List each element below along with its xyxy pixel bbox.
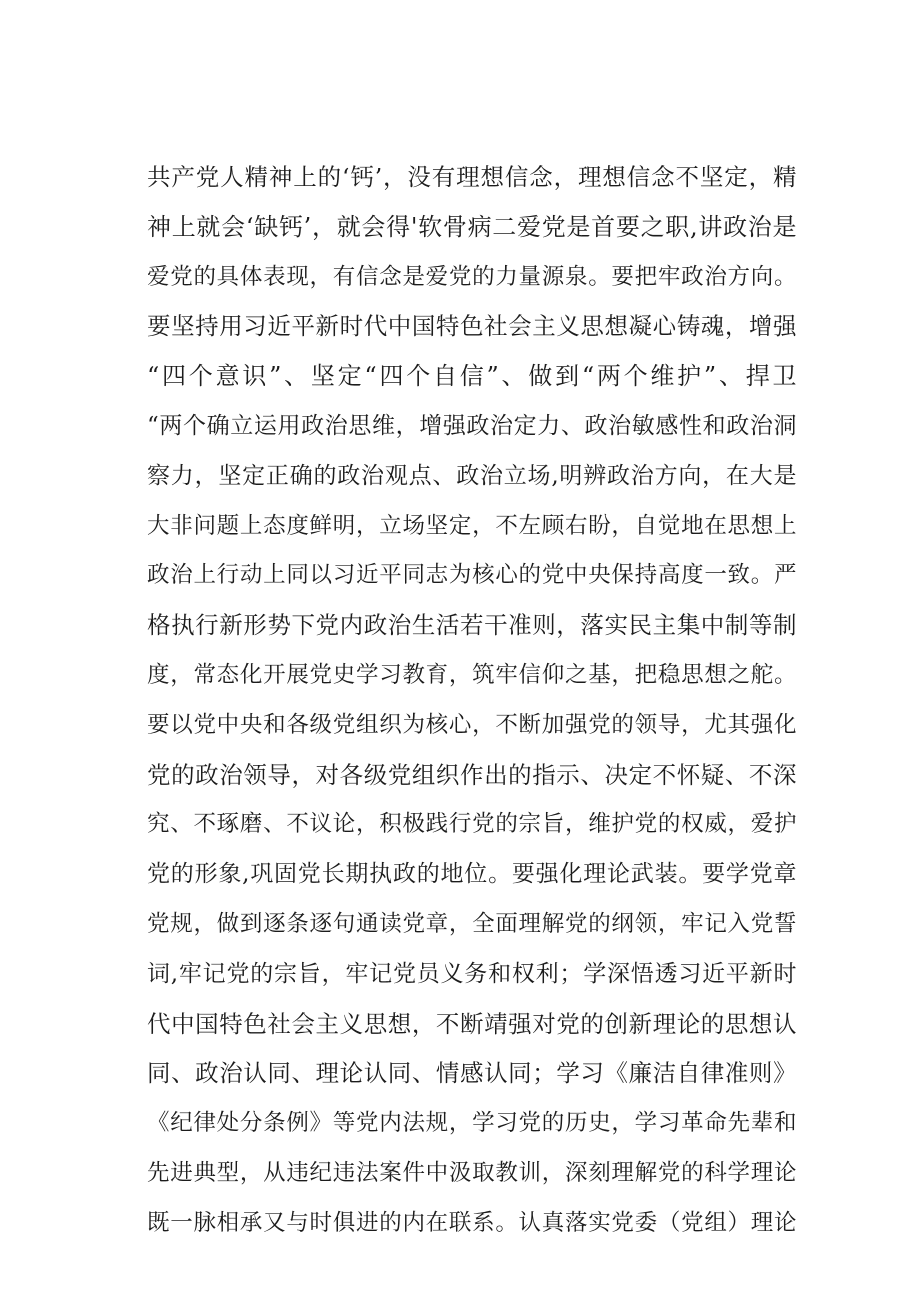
paragraph-line: “两个确立运用政治思维，增强政治定力、政治敏感性和政治洞 [147, 412, 797, 439]
paragraph-line: 党的政治领导，对各级党组织作出的指示、决定不怀疑、不深 [147, 760, 797, 789]
paragraph-line: 度，常态化开展党史学习教育，筑牢信仰之基，把稳思想之舵。 [147, 661, 797, 688]
paragraph-line: 代中国特色社会主义思想，不断靖强对党的创新理论的思想认 [147, 1009, 797, 1038]
paragraph-line: 神上就会‘缺钙’，就会得'软骨病二爱党是首要之职,讲政治是 [147, 212, 797, 241]
paragraph-line: 先进典型，从违纪违法案件中汲取教训，深刻理解党的科学理论 [147, 1159, 797, 1186]
paragraph-line: 要坚持用习近平新时代中国特色社会主义思想凝心铸魂，增强 [147, 312, 797, 341]
body-paragraph [147, 153, 797, 1249]
paragraph-line: 大非问题上态度鲜明，立场坚定，不左顾右盼，自觉地在思想上 [147, 512, 797, 539]
paragraph-line: 共产党人精神上的‘钙’，没有理想信念，理想信念不坚定，精 [147, 163, 797, 191]
paragraph-line: 词,牢记党的宗旨，牢记党员义务和权利；学深悟透习近平新时 [147, 960, 797, 987]
paragraph-line: 党规，做到逐条逐句通读党章，全面理解党的纲领，牢记入党誓 [147, 910, 797, 937]
paragraph-line: 格执行新形势下党内政治生活若干准则，落实民主集中制等制 [147, 611, 797, 640]
paragraph-line: 既一脉相承又与时俱进的内在联系。认真落实党委（党组）理论 [147, 1209, 797, 1236]
paragraph-line: 党的形象,巩固党长期执政的地位。要强化理论武装。要学党章 [147, 861, 797, 888]
paragraph-line: “四个意识”、坚定“四个自信”、做到“两个维护”、捍卫 [147, 362, 797, 391]
paragraph-line: 同、政治认同、理论认同、情感认同；学习《廉洁自律准则》 [147, 1059, 797, 1088]
paragraph-line: 《纪律处分条例》等党内法规，学习党的历史，学习革命先辈和 [147, 1110, 797, 1137]
paragraph-line: 究、不琢磨、不议论，积极践行党的宗旨，维护党的权威，爱护 [147, 811, 797, 838]
paragraph-line: 察力，坚定正确的政治观点、政治立场,明辨政治方向，在大是 [147, 462, 797, 489]
paragraph-line: 爱党的具体表现，有信念是爱党的力量源泉。要把牢政治方向。 [147, 263, 797, 290]
paragraph-line: 要以党中央和各级党组织为核心，不断加强党的领导，尤其强化 [147, 711, 797, 738]
paragraph-line: 政治上行动上同以习近平同志为核心的党中央保持高度一致。严 [147, 562, 797, 589]
